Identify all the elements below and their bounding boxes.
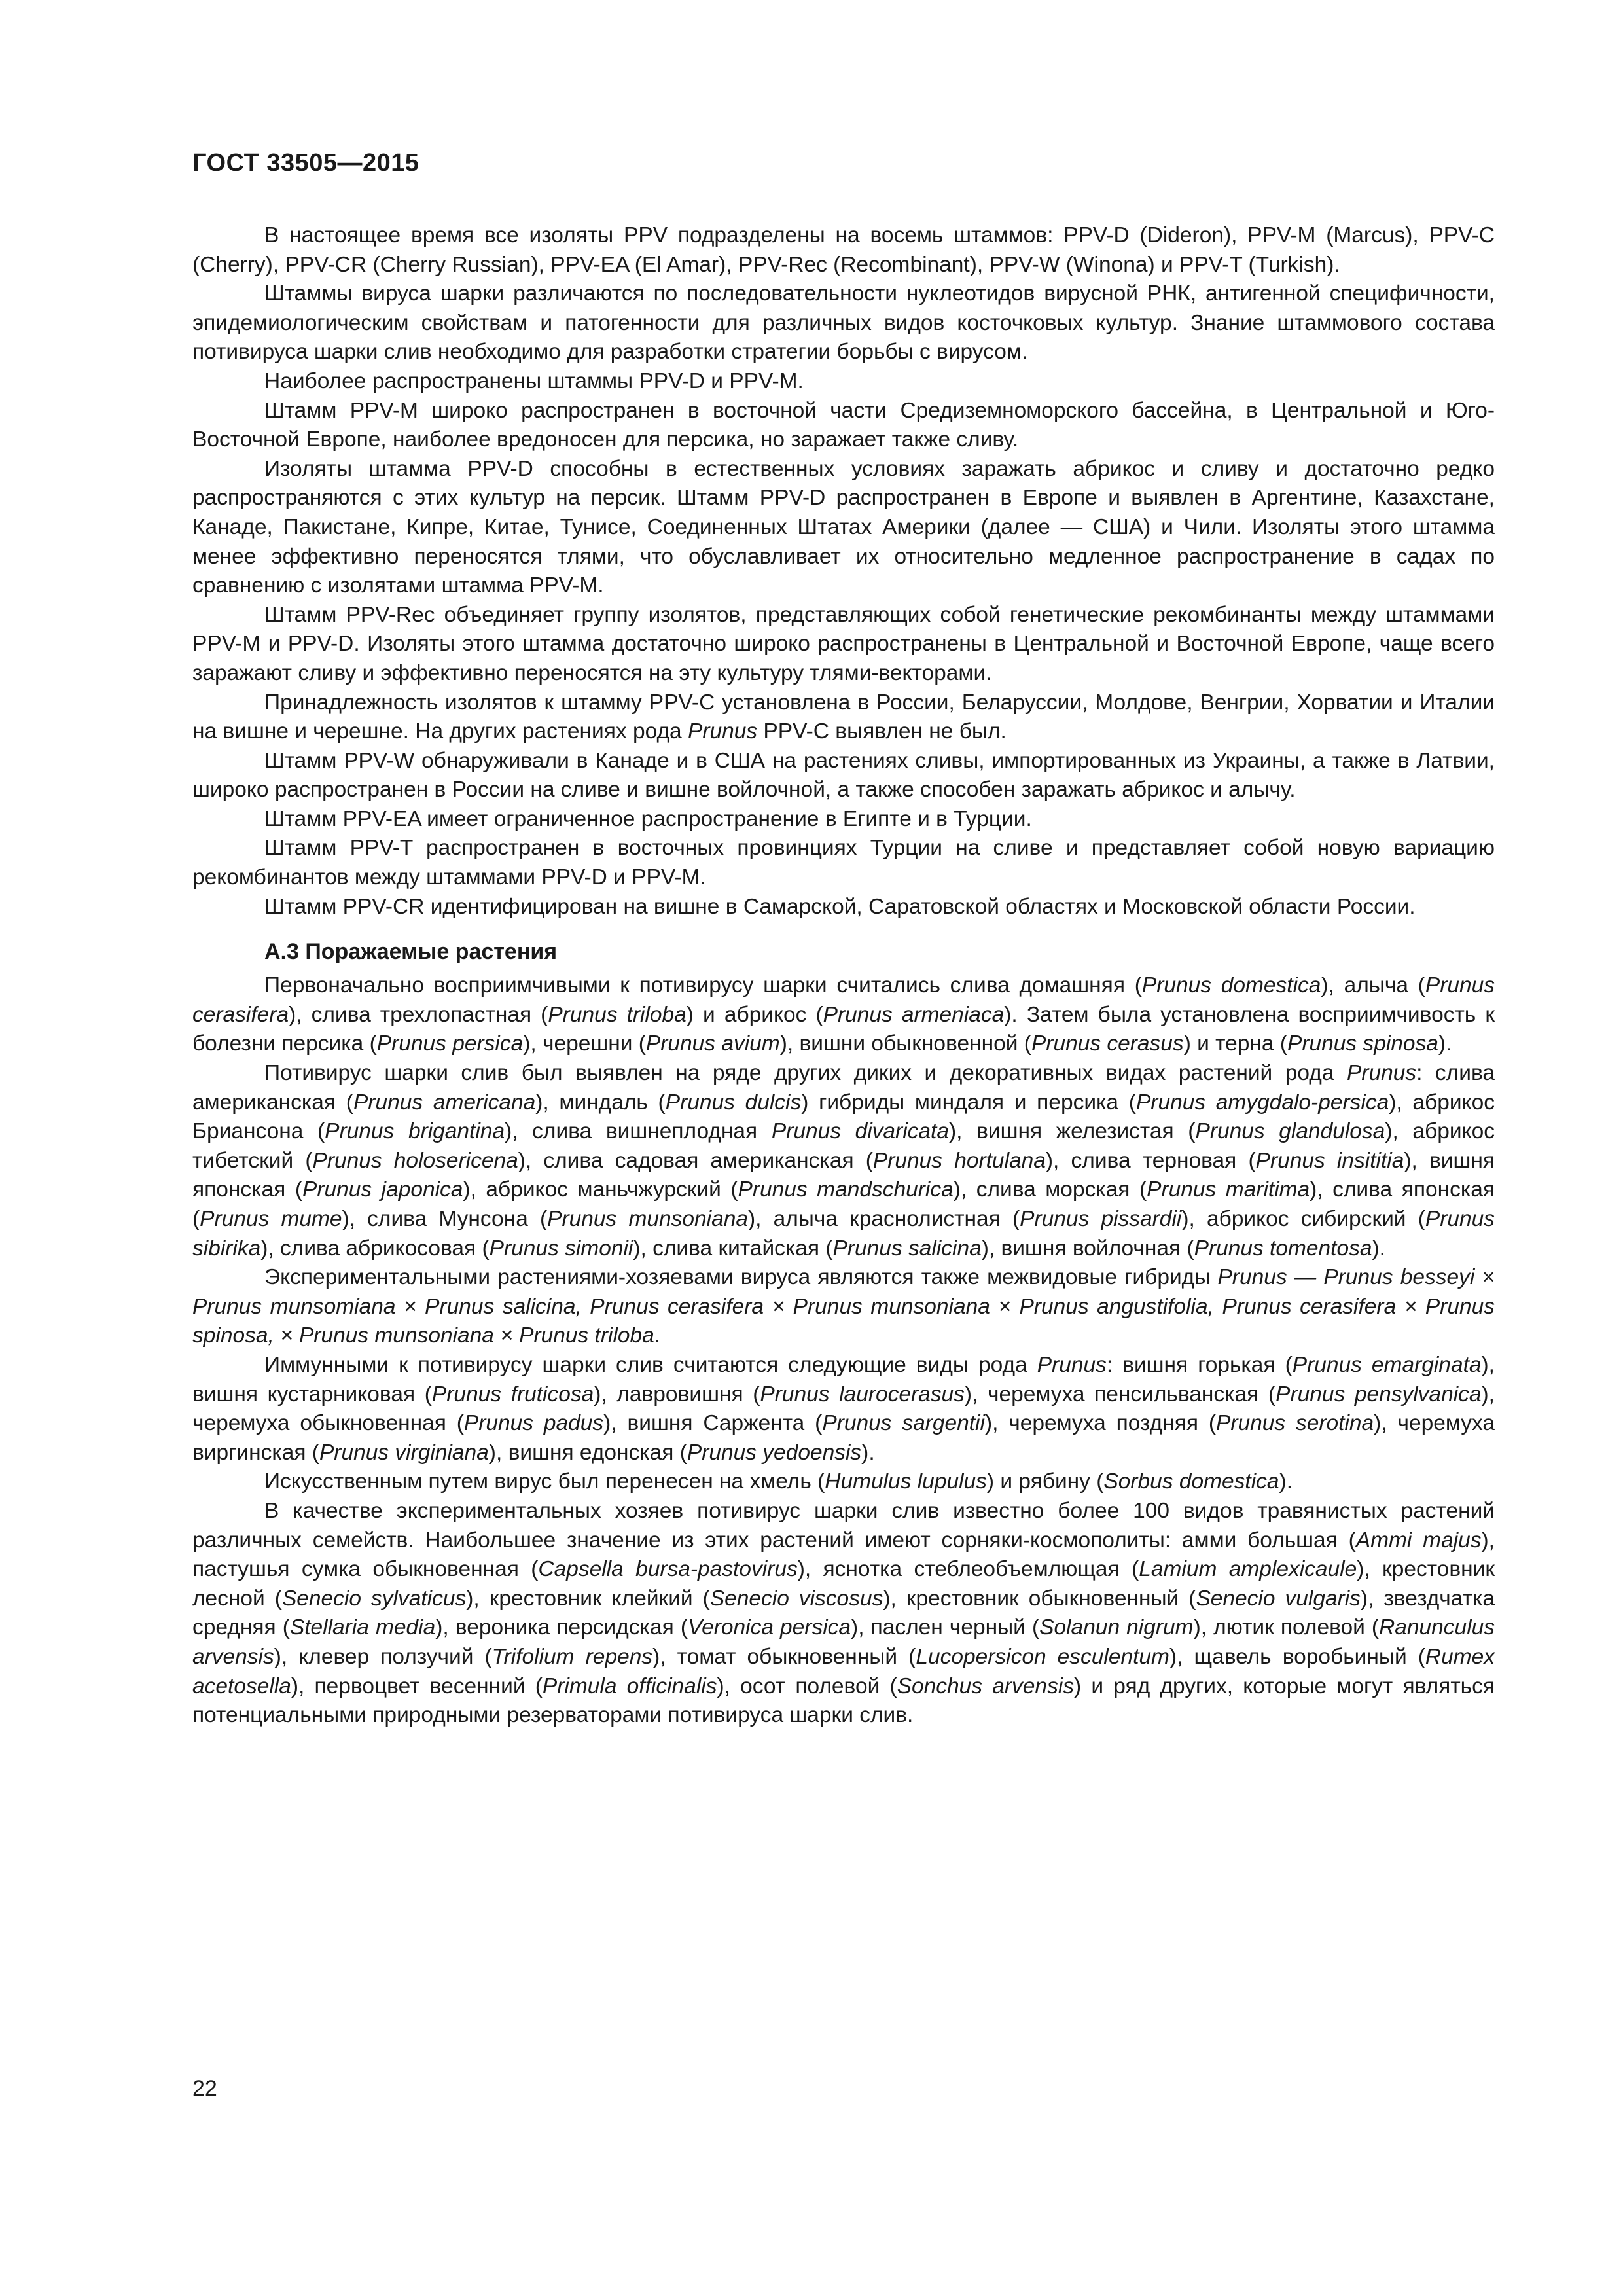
text-run: ), слива японская ( (192, 1177, 1495, 1231)
text-run: ), пастушья сумка обыкновенная ( (192, 1528, 1495, 1582)
latin-name: Prunus sargentii (822, 1411, 985, 1436)
text-run: ) и ряд других, которые могут являться потенциальными природными резерваторами потивируса шарки слив. (192, 1674, 1495, 1728)
text-run: Иммунными к потивирусу шарки слив считаются следующие виды рода (264, 1352, 1037, 1377)
paragraph (192, 834, 1495, 892)
text-run: ), вишня железистая ( (948, 1119, 1196, 1144)
text-run: ), слива трехлопастная ( (289, 1002, 548, 1027)
text-run: Первоначально восприимчивыми к потивирусу шарки считались слива домашняя ( (264, 973, 1142, 998)
text-run: ), алыча краснолистная ( (747, 1207, 1020, 1231)
text-run: ), вишня японская ( (192, 1148, 1495, 1202)
latin-name: Lucopersicon esculentum (916, 1644, 1169, 1669)
text-run: PPV-C выявлен не был. (757, 719, 1007, 744)
text-run: ), черешни ( (523, 1031, 646, 1056)
section-heading: А.3 Поражаемые растения (264, 939, 558, 965)
text-run: ), миндаль ( (535, 1090, 666, 1115)
text-run: ), абрикос тибетский ( (192, 1119, 1495, 1173)
text-run: Штамм PPV-Rec объединяет группу изолятов, представляющих собой генетические рекомбинанты между штаммами PPV-M и PPV-D. Изоляты этого штамма достаточно широко распространены в Центральной и Восточной Европе, чаще всего заражают сливу и эффективно переносятся на эту культуру тлями-векторами. (192, 602, 1495, 685)
text-run: ) гибриды миндаля и персика ( (801, 1090, 1136, 1115)
text-run: ), лавровишня ( (594, 1382, 760, 1407)
latin-name: Prunus armeniaca (823, 1002, 1005, 1027)
latin-name: Prunus emarginata (1292, 1352, 1482, 1377)
latin-name: Prunus divaricata (771, 1119, 949, 1144)
text-run: ), слива терновая ( (1045, 1148, 1256, 1173)
latin-name: Prunus domestica (1141, 973, 1321, 998)
latin-name: Prunus insititia (1255, 1148, 1404, 1173)
paragraph (192, 805, 1495, 834)
text-run: ). (1372, 1236, 1385, 1261)
latin-name: Rumex acetosella (192, 1644, 1495, 1698)
text-run: Изоляты штамма PPV-D способны в естественных условиях заражать абрикос и сливу и достаточно редко распространяются с этих культур на персик. Штамм PPV-D распространен в Европе и выявлен в Аргентине, Казахстане, Канаде, Пакистане, Кипре, Китае, Тунисе, Соединенных Штатах Америки (далее — США) и Чили. Изоляты этого штамма менее эффективно переносятся тлями, что обуславливает их относительно медленное распространение в садах по сравнению с изолятами штамма PPV-M. (192, 456, 1495, 598)
text-run: ), черемуха пенсильванская ( (964, 1382, 1276, 1407)
text-run: ), вероника персидская ( (435, 1615, 688, 1640)
latin-name: Prunus cerasifera (192, 973, 1495, 1027)
paragraph (192, 455, 1495, 601)
latin-name: Prunus (687, 719, 758, 744)
latin-name: Lamium amplexicaule (1139, 1557, 1357, 1582)
text-run: Штамм PPV-M широко распространен в восточной части Средиземноморского бассейна, в Центральной и Юго-Восточной Европе, наиболее вредоносен для персика, но заражает также сливу. (192, 398, 1495, 452)
text-run: ), звездчатка средняя ( (192, 1586, 1495, 1640)
latin-name: Prunus laurocerasus (760, 1382, 965, 1407)
text-run: ), слива Мунсона ( (342, 1207, 548, 1231)
text-run: Потивирус шарки слив был выявлен на ряде других диких и декоративных видах растений рода (264, 1061, 1347, 1086)
latin-name: Prunus avium (645, 1031, 780, 1056)
text-run: ), черемуха обыкновенная ( (192, 1382, 1495, 1436)
document-body (192, 221, 1495, 1731)
page-number: 22 (192, 2076, 217, 2101)
text-run: ), вишня кустарниковая ( (192, 1352, 1495, 1407)
paragraph (192, 689, 1495, 747)
text-run: ), крестовник обыкновенный ( (883, 1586, 1196, 1611)
text-run: Искусственным путем вирус был перенесен на хмель ( (264, 1469, 825, 1494)
text-run: ) и рябину ( (986, 1469, 1104, 1494)
text-run: ), абрикос сибирский ( (1181, 1207, 1425, 1231)
paragraph (192, 971, 1495, 1059)
latin-name: Prunus serotina (1215, 1411, 1374, 1436)
text-run: ), яснотка стеблеобъемлющая ( (797, 1557, 1139, 1582)
text-run: Штамм PPV-CR идентифицирован на вишне в Самарской, Саратовской областях и Московской области России. (264, 894, 1416, 919)
latin-name: Prunus padus (463, 1411, 604, 1436)
paragraph (192, 893, 1495, 922)
latin-name: Ammi majus (1355, 1528, 1482, 1552)
latin-name: Humulus lupulus (825, 1469, 987, 1494)
text-run: Штамм PPV-T распространен в восточных провинциях Турции на сливе и представляет собой новую вариацию рекомбинантов между штаммами PPV-D и PPV-M. (192, 836, 1495, 890)
latin-name: Prunus munsoniana (547, 1207, 748, 1231)
paragraph (192, 601, 1495, 689)
text-run: ), абрикос Бриансона ( (192, 1090, 1495, 1144)
paragraph (192, 279, 1495, 367)
latin-name: Prunus fruticosa (431, 1382, 594, 1407)
text-run: ), черемуха виргинская ( (192, 1411, 1495, 1465)
affected-plants-section (192, 971, 1495, 1730)
text-run: ), слива садовая американская ( (518, 1148, 873, 1173)
text-run: ), первоцвет весенний ( (291, 1674, 543, 1698)
latin-name: Sonchus arvensis (897, 1674, 1075, 1698)
latin-name: Stellaria media (289, 1615, 436, 1640)
text-run: . (654, 1323, 661, 1348)
text-run: ), абрикос маньчжурский ( (463, 1177, 738, 1202)
latin-name: Capsella bursa-pastovirus (538, 1557, 798, 1582)
paragraph (192, 1351, 1495, 1467)
text-run: Экспериментальными растениями-хозяевами вируса являются также межвидовые гибриды (264, 1265, 1218, 1290)
latin-name: Prunus — Prunus besseyi × Prunus munsomiana × Prunus salicina, Prunus cerasifera × Prunus munsoniana × Prunus angustifolia, Prunus cerasifera × Prunus spinosa, × Prunus munsoniana × Prunus triloba (192, 1265, 1495, 1348)
latin-name: Prunus yedoensis (687, 1440, 862, 1465)
latin-name: Prunus spinosa (1287, 1031, 1438, 1056)
text-run: ) и абрикос ( (686, 1002, 823, 1027)
text-run: ), томат обыкновенный ( (652, 1644, 916, 1669)
text-run: ), алыча ( (1321, 973, 1425, 998)
latin-name: Prunus glandulosa (1195, 1119, 1385, 1144)
text-run: ), вишня войлочная ( (981, 1236, 1194, 1261)
paragraph (192, 1497, 1495, 1731)
latin-name: Senecio vulgaris (1196, 1586, 1361, 1611)
latin-name: Prunus persica (376, 1031, 524, 1056)
text-run: ), слива китайская ( (633, 1236, 833, 1261)
latin-name: Prunus sibirika (192, 1207, 1495, 1261)
latin-name: Prunus dulcis (665, 1090, 802, 1115)
text-run: Штамм PPV-W обнаруживали в Канаде и в США на растениях сливы, импортированных из Украины, а также в Латвии, широко распространен в России на сливе и вишне войлочной, а также способен заражать абрикос и алычу. (192, 748, 1495, 802)
text-run: ), лютик полевой ( (1193, 1615, 1380, 1640)
text-run: ), щавель воробьиный ( (1169, 1644, 1425, 1669)
latin-name: Prunus mandschurica (738, 1177, 954, 1202)
text-run: ), крестовник клейкий ( (466, 1586, 710, 1611)
text-run: ), слива абрикосовая ( (260, 1236, 490, 1261)
text-run: ). (1438, 1031, 1452, 1056)
text-run: ). Затем была установлена восприимчивость к болезни персика ( (192, 1002, 1495, 1056)
latin-name: Solanun nigrum (1039, 1615, 1194, 1640)
text-run: В качестве экспериментальных хозяев потивирус шарки слив известно более 100 видов травянистых растений различных семейств. Наибольшее значение из этих растений имеют сорняки-космополиты: амми большая ( (192, 1498, 1495, 1552)
latin-name: Prunus tomentosa (1194, 1236, 1372, 1261)
latin-name: Prunus brigantina (325, 1119, 505, 1144)
latin-name: Trifolium repens (491, 1644, 653, 1669)
text-run: ), вишня едонская ( (488, 1440, 687, 1465)
text-run: ), слива морская ( (953, 1177, 1147, 1202)
text-run: Наиболее распространены штаммы PPV-D и PPV-M. (264, 368, 804, 393)
paragraph (192, 221, 1495, 279)
latin-name: Prunus hortulana (872, 1148, 1046, 1173)
text-run: Принадлежность изолятов к штамму PPV-C установлена в России, Беларуссии, Молдове, Венгрии, Хорватии и Италии на вишне и черешне. На других растениях рода (192, 690, 1495, 744)
latin-name: Prunus japonica (302, 1177, 463, 1202)
text-run: ), вишни обыкновенной ( (779, 1031, 1031, 1056)
latin-name: Prunus pensylvanica (1275, 1382, 1482, 1407)
latin-name: Veronica persica (687, 1615, 851, 1640)
latin-name: Prunus holosericena (312, 1148, 518, 1173)
latin-name: Ranunculus arvensis (192, 1615, 1495, 1669)
latin-name: Prunus (1346, 1061, 1417, 1086)
latin-name: Primula officinalis (542, 1674, 717, 1698)
text-run: Штаммы вируса шарки различаются по последовательности нуклеотидов вирусной РНК, антигенной специфичности, эпидемиологическим свойствам и патогенности для различных видов косточковых культур. Знание штаммового состава потивируса шарки слив необходимо для разработки стратегии борьбы с вирусом. (192, 281, 1495, 365)
strains-section (192, 221, 1495, 922)
text-run: ). (861, 1440, 875, 1465)
paragraph (192, 397, 1495, 455)
text-run: Штамм PPV-EA имеет ограниченное распространение в Египте и в Турции. (264, 806, 1032, 831)
latin-name: Prunus americana (353, 1090, 536, 1115)
paragraph (192, 1059, 1495, 1263)
latin-name: Prunus virginiana (319, 1440, 489, 1465)
text-run: ). (1279, 1469, 1293, 1494)
document-header: ГОСТ 33505—2015 (192, 149, 419, 177)
text-run: ), паслен черный ( (851, 1615, 1040, 1640)
latin-name: Prunus cerasus (1031, 1031, 1184, 1056)
latin-name: Prunus (1037, 1352, 1107, 1377)
latin-name: Prunus amygdalo-persica (1135, 1090, 1389, 1115)
paragraph (192, 1467, 1495, 1497)
text-run: ) и терна ( (1183, 1031, 1287, 1056)
text-run: : вишня горькая ( (1106, 1352, 1293, 1377)
text-run: ), клевер ползучий ( (274, 1644, 492, 1669)
paragraph (192, 1263, 1495, 1351)
latin-name: Prunus salicina (832, 1236, 982, 1261)
latin-name: Prunus triloba (548, 1002, 687, 1027)
text-run: ), вишня Саржента ( (603, 1411, 823, 1436)
text-run: ), осот полевой ( (717, 1674, 897, 1698)
latin-name: Senecio sylvaticus (281, 1586, 467, 1611)
latin-name: Prunus mume (200, 1207, 342, 1231)
text-run: ), слива вишнеплодная (505, 1119, 772, 1144)
text-run: ), черемуха поздняя ( (984, 1411, 1216, 1436)
latin-name: Prunus maritima (1147, 1177, 1310, 1202)
latin-name: Sorbus domestica (1103, 1469, 1279, 1494)
latin-name: Prunus simonii (489, 1236, 633, 1261)
paragraph (192, 747, 1495, 805)
text-run: В настоящее время все изоляты PPV подразделены на восемь штаммов: PPV-D (Dideron), PPV-M (Marcus), PPV-C (Cherry), PPV-CR (Cherry Russian), PPV-EA (El Amar), PPV-Rec (Recombinant), PPV-W (Winona) и PPV-T (Turkish). (192, 223, 1495, 277)
latin-name: Senecio viscosus (709, 1586, 883, 1611)
text-run: ), крестовник лесной ( (192, 1557, 1495, 1611)
text-run: : слива американская ( (192, 1061, 1495, 1115)
latin-name: Prunus pissardii (1020, 1207, 1182, 1231)
paragraph (192, 367, 1495, 397)
